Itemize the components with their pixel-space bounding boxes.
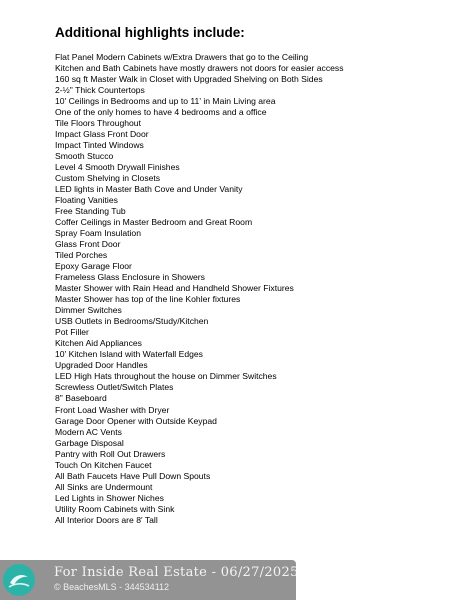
- list-item: 8" Baseboard: [55, 393, 107, 404]
- list-item: Flat Panel Modern Cabinets w/Extra Drawers that go to the Ceiling: [55, 52, 309, 62]
- watermark-line-2: © BeachesMLS - 344534112: [54, 582, 170, 592]
- list-item: One of the only homes to have 4 bedrooms and a office: [55, 107, 267, 118]
- list-item: Upgraded Door Handles: [55, 360, 148, 371]
- list-item: Pot Filler: [55, 327, 89, 338]
- document-heading: Additional highlights include:: [55, 25, 245, 40]
- list-item: Kitchen and Bath Cabinets have mostly drawers not doors for easier access: [55, 63, 344, 74]
- list-item: Modern AC Vents: [55, 426, 122, 437]
- list-item: Front Load Washer with Dryer: [55, 404, 170, 415]
- list-item: Garage Door Opener with Outside Keypad: [55, 415, 217, 426]
- list-item: USB Outlets in Bedrooms/Study/Kitchen: [55, 316, 209, 327]
- list-item: 2-½" Thick Countertops: [55, 85, 145, 96]
- list-item: Screwless Outlet/Switch Plates: [55, 382, 174, 393]
- list-item: Glass Front Door: [55, 239, 121, 250]
- list-item: Level 4 Smooth Drywall Finishes: [55, 162, 180, 173]
- list-item: Dimmer Switches: [55, 305, 122, 316]
- list-item: LED lights in Master Bath Cove and Under Vanity: [55, 184, 243, 195]
- list-item: Led Lights in Shower Niches: [55, 492, 164, 503]
- list-item: All Sinks are Undermount: [55, 481, 153, 492]
- list-item: 160 sq ft Master Walk in Closet with Upgraded Shelving on Both Sides: [55, 74, 323, 85]
- list-item: All Bath Faucets Have Pull Down Spouts: [55, 470, 211, 481]
- list-item: Kitchen Aid Appliances: [55, 338, 142, 349]
- list-item: Utility Room Cabinets with Sink: [55, 503, 175, 514]
- list-item: Coffer Ceilings in Master Bedroom and Great Room: [55, 217, 253, 228]
- list-item: LED High Hats throughout the house on Dimmer Switches: [55, 371, 277, 382]
- beaches-mls-logo-icon: [2, 563, 36, 597]
- list-item: Spray Foam Insulation: [55, 228, 141, 239]
- list-item: Tiled Porches: [55, 250, 108, 261]
- list-item: 10' Ceilings in Bedrooms and up to 11' in Main Living area: [55, 96, 276, 107]
- watermark-line-1: For Inside Real Estate - 06/27/2025: [54, 565, 299, 580]
- list-item: Epoxy Garage Floor: [55, 261, 132, 272]
- list-item: Garbage Disposal: [55, 437, 124, 448]
- list-item: 10' Kitchen Island with Waterfall Edges: [55, 349, 203, 360]
- list-item: Custom Shelving in Closets: [55, 173, 161, 184]
- list-item: Frameless Glass Enclosure in Showers: [55, 272, 205, 283]
- list-item: Master Shower with Rain Head and Handheld Shower Fixtures: [55, 283, 294, 294]
- list-item: Touch On Kitchen Faucet: [55, 459, 152, 470]
- highlights-list: [55, 52, 344, 526]
- list-item: Smooth Stucco: [55, 151, 114, 162]
- list-item: Free Standing Tub: [55, 206, 126, 217]
- list-item: Pantry with Roll Out Drawers: [55, 448, 166, 459]
- list-item: All Interior Doors are 8' Tall: [55, 514, 158, 525]
- list-item: Master Shower has top of the line Kohler fixtures: [55, 294, 241, 305]
- list-item: Impact Glass Front Door: [55, 129, 149, 140]
- mls-watermark: [0, 560, 299, 600]
- list-item: Floating Vanities: [55, 195, 118, 206]
- list-item: Tile Floors Throughout: [55, 118, 141, 129]
- list-item: Impact Tinted Windows: [55, 140, 144, 151]
